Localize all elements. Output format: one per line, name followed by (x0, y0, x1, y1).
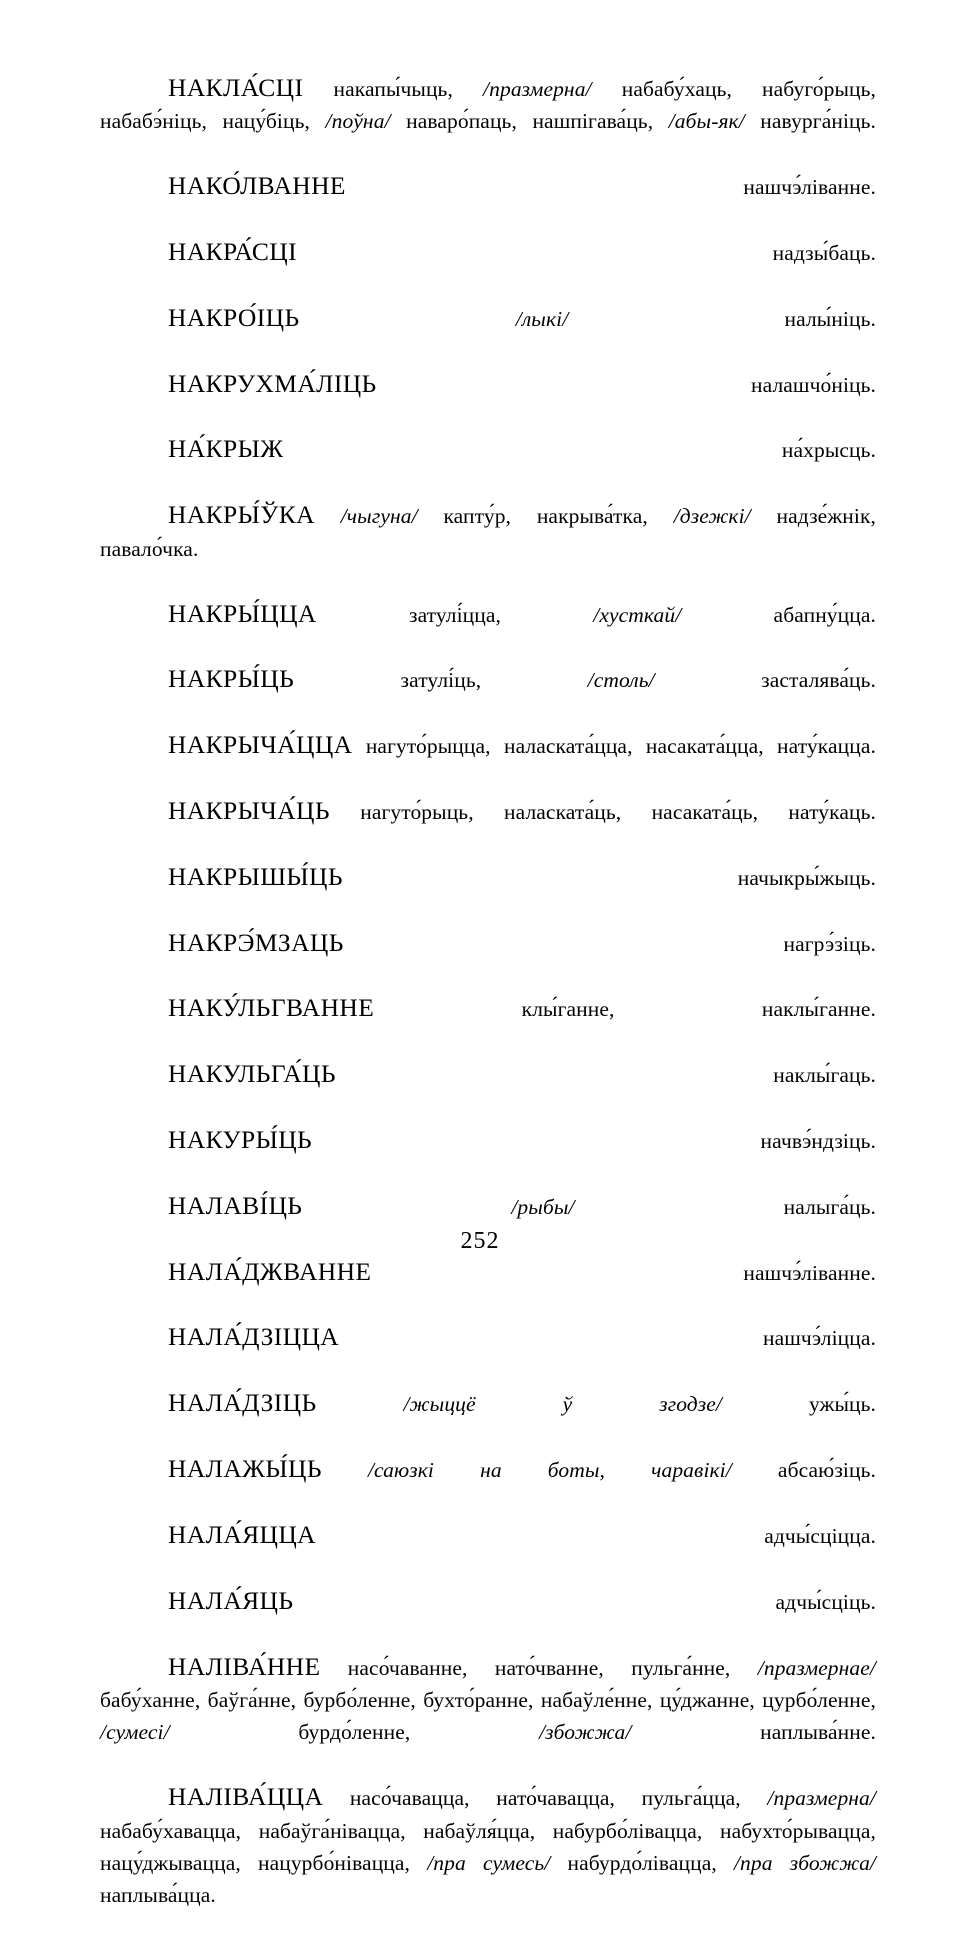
entry-gloss: /саюзкі на боты, чаравікі/ (367, 1458, 732, 1483)
entry-headword: НАКЛА́СЦІ (168, 73, 304, 102)
entry-headword: НАЛА́ДЗІЦЬ (168, 1388, 317, 1418)
entry-synonyms: начвэ́ндзіць. (312, 1129, 876, 1153)
entry-synonyms: абапну́цца. (681, 602, 876, 627)
entry-headword: НАЛА́ЯЦЬ (168, 1585, 294, 1615)
dictionary-entry (100, 729, 876, 795)
entry-synonyms: налашчо́ніць. (376, 372, 876, 397)
entry-synonyms: наклы́гаць. (335, 1063, 876, 1088)
entry-gloss: /празмерна/ (767, 1786, 876, 1811)
entry-headword: НАЛІВА́ЦЦА (168, 1782, 324, 1812)
entry-headword: НАЛА́ДЖВАННЕ (168, 1256, 372, 1286)
entry-gloss: /дзежкі/ (673, 504, 751, 529)
dictionary-entry (100, 663, 876, 729)
entry-gloss: /празмерна/ (483, 77, 592, 101)
dictionary-entry (100, 795, 876, 861)
entry-gloss: /чыгуна/ (340, 504, 418, 529)
entry-headword: НАКРЫ́ЎКА (168, 500, 315, 530)
dictionary-entry (100, 861, 876, 927)
dictionary-entry (100, 72, 876, 170)
entry-synonyms: адчы́сціцца. (316, 1523, 876, 1548)
dictionary-entry (100, 1453, 876, 1519)
page-number: 252 (460, 1228, 500, 1254)
entry-headword: НАКРЫЧА́ЦЦА (168, 730, 353, 760)
dictionary-entry (100, 368, 876, 434)
entry-synonyms: ужы́ць. (721, 1392, 876, 1417)
entry-synonyms: насо́чаванне, нато́чванне, пульга́нне, (320, 1655, 758, 1680)
dictionary-entry (100, 499, 876, 597)
entry-synonyms: засталява́ць. (654, 668, 877, 693)
entry-synonyms: наплыва́цца. (100, 1883, 216, 1908)
entry-synonyms: нагуто́рыць, наласката́ць, насаката́ць, нату́каць. (329, 799, 876, 824)
entry-gloss: /абы-як/ (668, 109, 745, 134)
entry-synonyms: капту́р, накрыва́тка, (417, 504, 674, 529)
entry-synonyms: бабу́ханне, баўга́нне, бурбо́ленне, бухто́ранне, набаўле́нне, цу́джанне, цурбо́ленне, (100, 1687, 876, 1712)
entry-list (100, 72, 876, 1944)
entry-synonyms: затулі́цца, (316, 602, 594, 627)
entry-gloss: /хусткай/ (593, 602, 682, 627)
entry-headword: НАЛАВІ́ЦЬ (168, 1190, 303, 1220)
entry-synonyms: затулі́ць, (294, 668, 588, 693)
entry-headword: НАКРЫ́ЦЬ (168, 664, 295, 694)
dictionary-entry (100, 1519, 876, 1585)
entry-synonyms: нагрэ́зіць. (343, 931, 876, 956)
entry-headword: НАЛАЖЫ́ЦЬ (168, 1454, 322, 1484)
dictionary-entry (100, 1256, 876, 1322)
entry-synonyms: адчы́сціць. (293, 1589, 876, 1614)
entry-gloss: /столь/ (587, 668, 655, 693)
entry-synonyms: набабу́хаць, набуго́рыць, набабэ́ніць, нацу́біць, (100, 77, 876, 134)
entry-headword: НАКРА́СЦІ (168, 237, 298, 267)
entry-synonyms (315, 504, 341, 528)
entry-gloss: /сумесі/ (100, 1720, 170, 1745)
entry-headword: НА́КРЫЖ (168, 434, 284, 464)
entry-headword: НАКУЛЬГА́ЦЬ (168, 1059, 336, 1089)
entry-synonyms: навурга́ніць. (744, 109, 876, 134)
entry-headword: НАКРО́ІЦЬ (168, 302, 300, 332)
entry-headword: НАКРЫШЫ́ЦЬ (168, 861, 343, 891)
entry-synonyms: наваро́паць, нашпігава́ць, (390, 109, 669, 134)
entry-headword: НАКРЭ́МЗАЦЬ (168, 927, 344, 957)
entry-synonyms: нашчэ́ліванне. (345, 175, 876, 200)
entry-synonyms: налыга́ць. (574, 1194, 876, 1219)
dictionary-entry (100, 1124, 876, 1190)
entry-gloss: /пра збожжа/ (733, 1850, 877, 1875)
entry-synonyms: клы́ганне, наклы́ганне. (374, 997, 876, 1022)
entry-headword: НАКУРЫ́ЦЬ (168, 1125, 313, 1154)
entry-synonyms: надзе́жнік, павало́чка. (100, 504, 876, 561)
dictionary-entry (100, 433, 876, 499)
dictionary-entry (100, 992, 876, 1058)
entry-headword: НАКРУХМА́ЛІЦЬ (168, 368, 377, 398)
entry-headword: НАЛА́ЯЦЦА (168, 1519, 316, 1549)
entry-synonyms: накапы́чыць, (303, 77, 484, 101)
entry-synonyms: бурдо́ленне, (169, 1720, 540, 1745)
entry-headword: НАКРЫ́ЦЦА (168, 598, 317, 628)
dictionary-entry (100, 170, 876, 236)
entry-gloss: /збожжа/ (539, 1720, 632, 1745)
dictionary-entry (100, 236, 876, 302)
entry-synonyms: набабу́хавацца, набаўга́нівацца, набаўля́цца, набурбо́лівацца, набухто́рывацца, нацу́джывацца, нацурбо́нівацца, (100, 1818, 876, 1875)
entry-synonyms: абсаю́зіць. (731, 1458, 876, 1483)
dictionary-entry (100, 1321, 876, 1387)
entry-synonyms: нашчэ́ліцца. (339, 1326, 876, 1351)
entry-synonyms: начыкры́жыць. (342, 865, 876, 890)
entry-synonyms: надзы́баць. (297, 241, 876, 266)
entry-gloss: /празмернае/ (757, 1655, 876, 1680)
dictionary-entry (100, 1058, 876, 1124)
entry-synonyms (322, 1458, 368, 1482)
entry-synonyms (317, 1392, 404, 1416)
dictionary-entry (100, 1651, 876, 1782)
entry-headword: НАКО́ЛВАННЕ (168, 171, 346, 201)
entry-headword: НАЛІВА́ННЕ (168, 1651, 321, 1681)
entry-gloss: /рыбы/ (511, 1194, 575, 1219)
dictionary-entry (100, 1387, 876, 1453)
dictionary-entry (100, 1781, 876, 1944)
entry-synonyms: насо́чавацца, нато́чавацца, пульга́цца, (323, 1786, 768, 1811)
entry-synonyms: нагуто́рыцца, наласката́цца, насаката́цца, нату́кацца. (352, 734, 876, 759)
dictionary-entry (100, 302, 876, 368)
entry-headword: НАКРЫЧА́ЦЬ (168, 795, 330, 825)
dictionary-entry (100, 1585, 876, 1651)
entry-synonyms: нашчэ́ліванне. (371, 1260, 876, 1285)
entry-synonyms (302, 1195, 511, 1219)
entry-gloss: /пра сумесь/ (427, 1850, 551, 1875)
entry-synonyms: налы́ніць. (568, 306, 876, 331)
entry-gloss: /жыццё ў згодзе/ (403, 1392, 722, 1417)
entry-gloss: /лыкі/ (515, 306, 569, 331)
entry-synonyms (300, 307, 516, 331)
entry-headword: НАКУ́ЛЬГВАННЕ (168, 993, 375, 1023)
entry-synonyms: на́хрысць. (283, 438, 876, 463)
dictionary-entry (100, 927, 876, 993)
entry-gloss: /поўна/ (325, 109, 391, 134)
entry-synonyms: набурдо́лівацца, (550, 1850, 734, 1875)
dictionary-entry (100, 598, 876, 664)
entry-headword: НАЛА́ДЗІЦЦА (168, 1322, 340, 1352)
entry-synonyms: наплыва́нне. (631, 1720, 876, 1745)
